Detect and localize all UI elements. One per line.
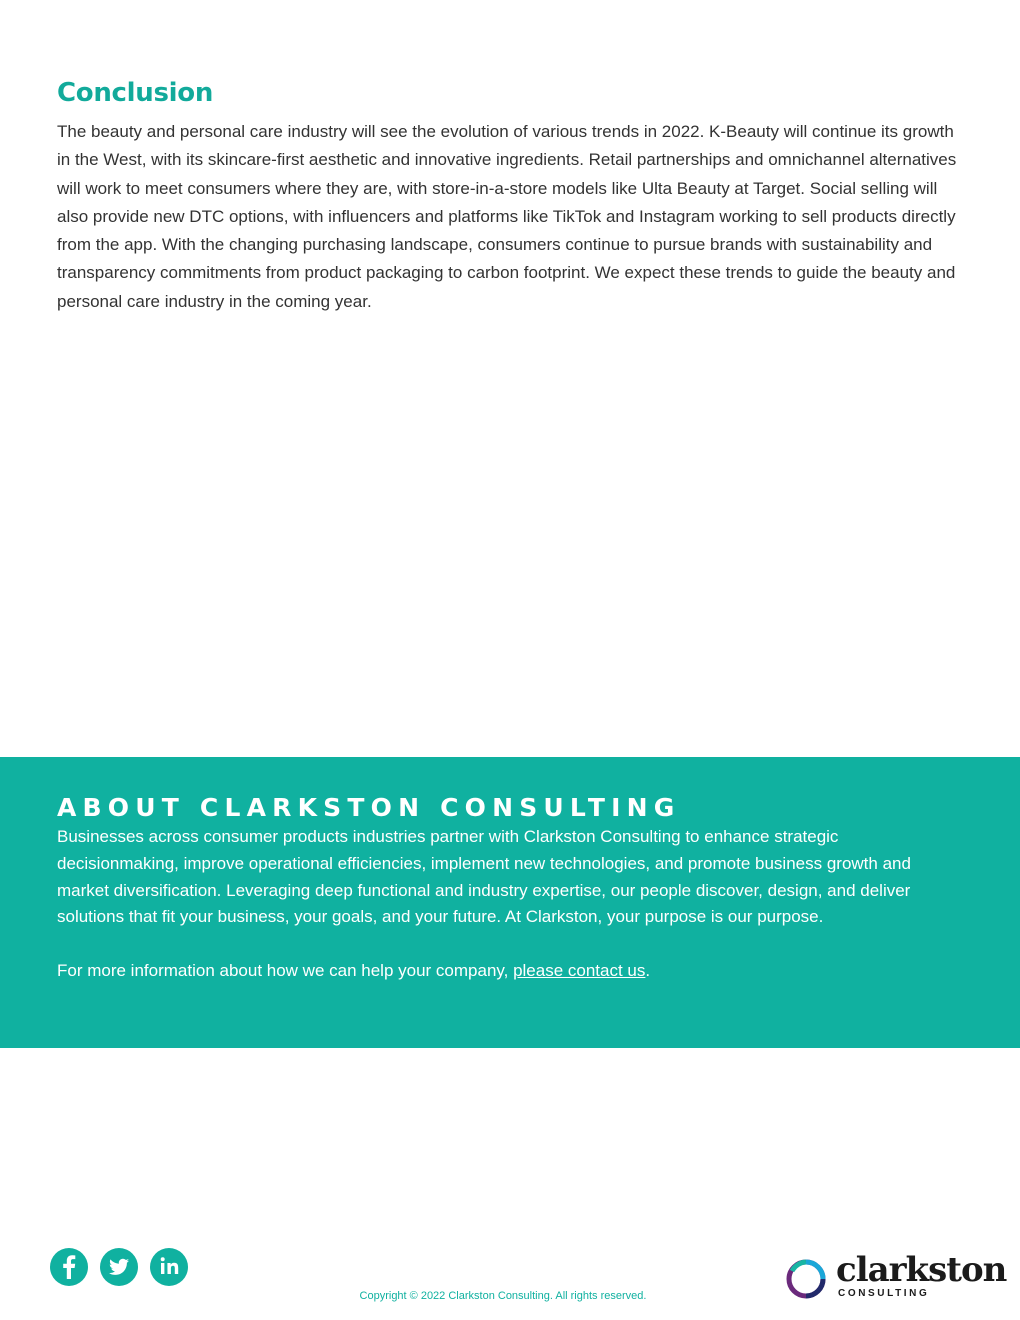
more-info-suffix: . (645, 961, 651, 981)
logo-wordmark: clarkston (836, 1250, 1007, 1290)
facebook-icon[interactable] (50, 1248, 88, 1286)
about-heading: ABOUT CLARKSTON CONSULTING (57, 793, 681, 822)
social-links (50, 1248, 188, 1286)
copyright-text: Copyright © 2022 Clarkston Consulting. All rights reserved. (359, 1290, 647, 1302)
logo-ring-icon (784, 1257, 828, 1301)
contact-link[interactable]: please contact us (513, 961, 646, 981)
more-info-line (57, 958, 957, 985)
conclusion-section (57, 78, 962, 316)
logo-subtitle: CONSULTING (838, 1288, 930, 1299)
linkedin-icon[interactable] (150, 1248, 188, 1286)
about-body: Businesses across consumer products industries partner with Clarkston Consulting to enhance strategic decisionmaking, improve operational efficiencies, implement new technologies, and promote business growth and market diversification. Leveraging deep functional and industry expertise, our people discover, design, and deliver solutions that fit your business, your goals, and your future. At Clarkston, your purpose is our purpose. (57, 827, 911, 927)
clarkston-logo (784, 1250, 1007, 1303)
more-info-prefix: For more information about how we can help your company, (57, 961, 514, 981)
twitter-icon[interactable] (100, 1248, 138, 1286)
about-section (0, 757, 1020, 1048)
conclusion-heading: Conclusion (57, 78, 214, 108)
conclusion-body: The beauty and personal care industry will see the evolution of various trends in 2022. K-Beauty will continue its growth in the West, with its skincare-first aesthetic and innovative ingredients. Retail partnerships and omnichannel alternatives will work to meet consumers where they are, with store-in-a-store models like Ulta Beauty at Target. Social selling will also provide new DTC options, with influencers and platforms like TikTok and Instagram working to sell products directly from the app. With the changing purchasing landscape, consumers continue to pursue brands with sustainability and transparency commitments from product packaging to carbon footprint. We expect these trends to guide the beauty and personal care industry in the coming year. (57, 122, 957, 311)
